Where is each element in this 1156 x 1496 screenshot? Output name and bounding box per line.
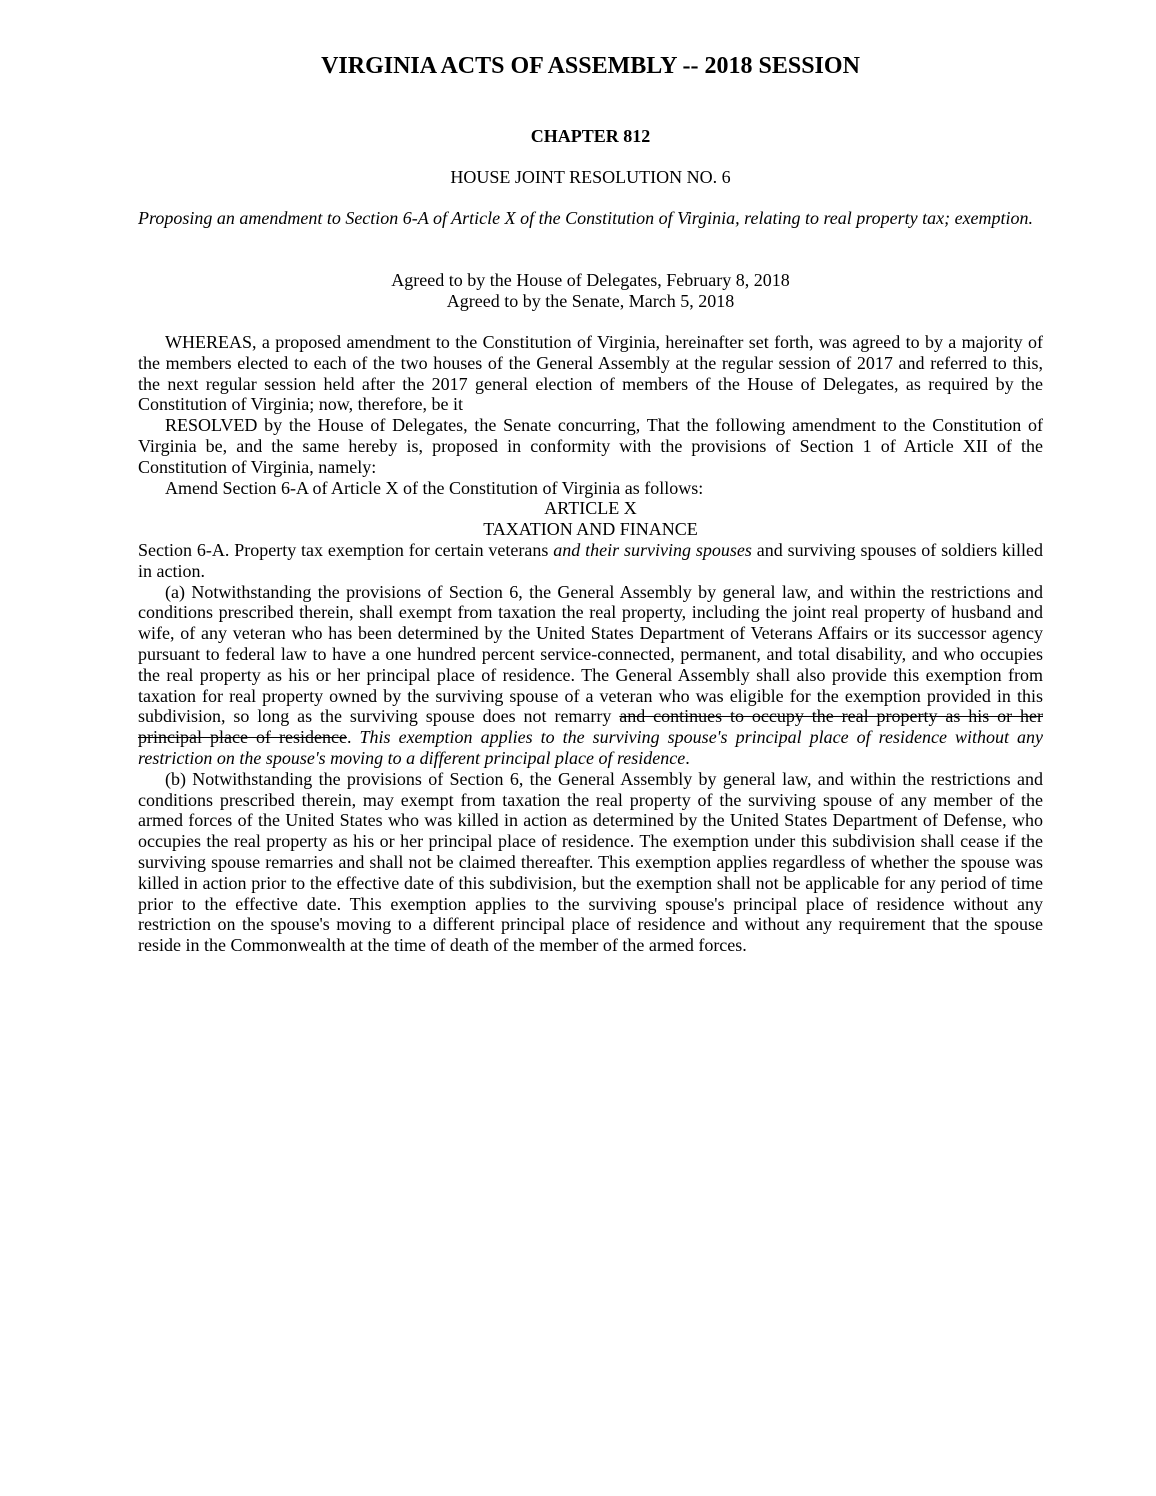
subdivision-a-text: (a) Notwithstanding the provisions of Section 6, the General Assembly by general law, and within the restrictions and conditions prescribed therein, shall exempt from taxation the real property, including the joint real property of husband and wife, of any veteran who has been determined by the United States Department of Veterans Affairs or its successor agency pursuant to federal law to have a one hundred percent service-connected, permanent, and total disability, and who occupies the real property as his or her principal place of residence. The General Assembly shall also provide this exemption from taxation for real property owned by the surviving spouse of a veteran who was eligible for the exemption provided in this subdivision, so long as the surviving spouse does not remarry xyxy=(138,581,1043,727)
agreed-house: Agreed to by the House of Delegates, February 8, 2018 xyxy=(391,270,790,290)
section-heading-added: and their surviving spouses xyxy=(553,539,752,560)
subdivision-b: (b) Notwithstanding the provisions of Section 6, the General Assembly by general law, and within the restrictions and conditions prescribed therein, may exempt from taxation the real property of the surviving spouse of any member of the armed forces of the United States who was killed in action as determined by the United States Department of Defense, who occupies the real property as his or her principal place of residence. The exemption under this subdivision shall cease if the surviving spouse remarries and shall not be claimed thereafter. This exemption applies regardless of whether the spouse was killed in action prior to the effective date of this subdivision, but the exemption shall not be applicable for any period of time prior to the effective date. This exemption applies to the surviving spouse's principal place of residence without any restriction on the spouse's moving to a different principal place of residence and without any requirement that the spouse reside in the Commonwealth at the time of death of the member of the armed forces. xyxy=(138,768,1043,956)
chapter-heading: CHAPTER 812 xyxy=(530,126,651,146)
agreed-senate: Agreed to by the Senate, March 5, 2018 xyxy=(446,291,735,311)
article-number: ARTICLE X xyxy=(544,498,637,519)
whereas-paragraph: WHEREAS, a proposed amendment to the Constitution of Virginia, hereinafter set forth, was agreed to by a majority of the members elected to each of the two houses of the General Assembly at the regular session of 2017 and referred to this, the next regular session held after the 2017 general election of members of the House of Delegates, as required by the Constitution of Virginia; now, therefore, be it xyxy=(138,332,1043,415)
resolution-number: HOUSE JOINT RESOLUTION NO. 6 xyxy=(450,167,731,187)
subdivision-a-period: . xyxy=(347,727,352,748)
article-title: TAXATION AND FINANCE xyxy=(483,519,698,540)
document-title: VIRGINIA ACTS OF ASSEMBLY -- 2018 SESSION xyxy=(321,53,860,79)
subdivision-a-added: This exemption applies to the surviving spouse's principal place of residence without any restriction on the spouse's moving to a different principal place of residence xyxy=(138,727,1043,768)
subdivision-a-struck: and continues to occupy the real property as his or her principal place of residence xyxy=(138,706,1043,748)
subdivision-a xyxy=(138,582,1043,769)
resolved-paragraph: RESOLVED by the House of Delegates, the Senate concurring, That the following amendment to the Constitution of Virginia be, and the same hereby is, proposed in conformity with the provisions of Section 1 of Article XII of the Constitution of Virginia, namely: xyxy=(138,415,1043,477)
amend-paragraph: Amend Section 6-A of Article X of the Constitution of Virginia as follows: xyxy=(165,477,704,498)
resolution-summary: Proposing an amendment to Section 6-A of Article X of the Constitution of Virginia, relating to real property tax; exemption. xyxy=(138,208,1034,228)
section-heading-suffix: and surviving spouses of soldiers killed in action. xyxy=(138,539,1044,581)
agreed-block xyxy=(138,270,1043,312)
section-heading xyxy=(138,540,1043,582)
subdivision-a-end: . xyxy=(685,747,690,768)
section-heading-prefix: Section 6-A. Property tax exemption for certain veterans xyxy=(138,539,549,560)
resolution-body xyxy=(138,332,1043,956)
